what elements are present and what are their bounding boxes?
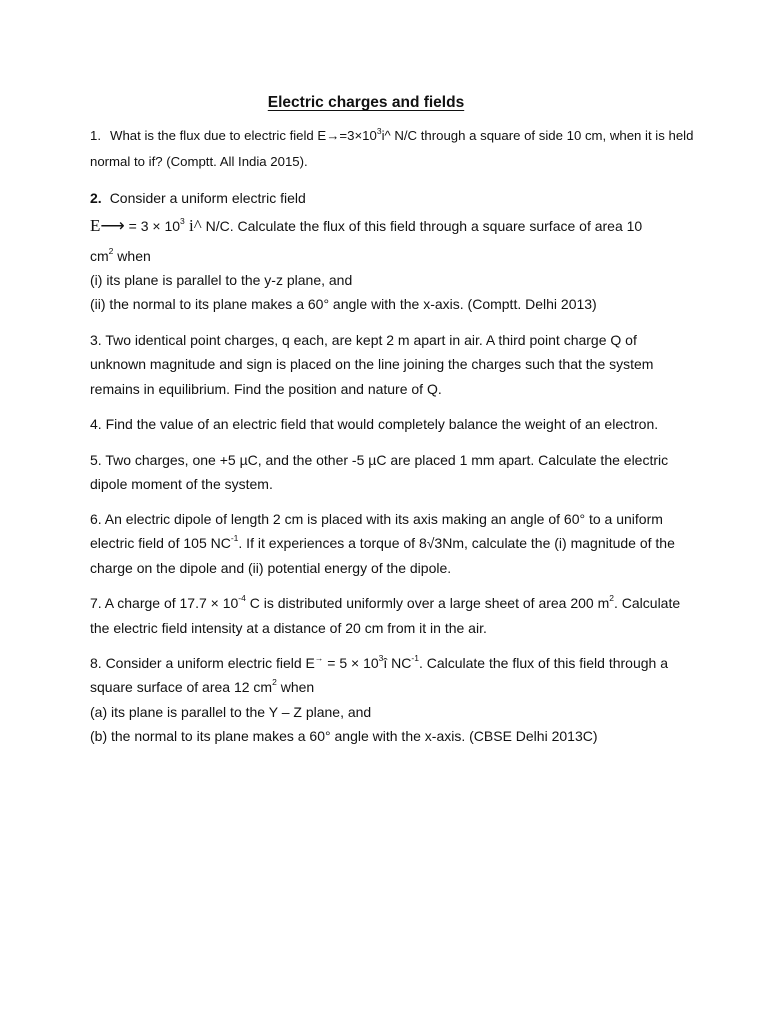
question-6-line-3: charge on the dipole and (ii) potential energy of the dipole. <box>90 560 452 576</box>
question-8-line-4: (b) the normal to its plane makes a 60° angle with the x-axis. (CBSE Delhi 2013C) <box>90 728 598 744</box>
question-7-text-post: . Calculate <box>614 595 681 611</box>
question-2-line-3 <box>90 247 151 265</box>
question-2-value: = 3 × 10 <box>124 218 181 234</box>
question-3-line-2: unknown magnitude and sign is placed on the line joining the charges such that the system <box>90 356 654 372</box>
question-8-text-when: when <box>276 679 315 695</box>
question-7-text: 7. A charge of 17.7 × 10 <box>90 595 239 611</box>
unit-text: cm <box>90 248 109 264</box>
question-3-line-3: remains in equilibrium. Find the position and nature of Q. <box>90 381 442 397</box>
superscript: 2 <box>609 593 614 604</box>
question-8-line-1 <box>90 654 668 672</box>
question-2-line-4: (i) its plane is parallel to the y-z plane, and <box>90 272 353 288</box>
superscript: 3 <box>376 125 382 136</box>
question-6-line-1: 6. An electric dipole of length 2 cm is placed with its axis making an angle of 60° to a uniform <box>90 511 663 527</box>
superscript: 3 <box>378 653 384 664</box>
question-2-line-5: (ii) the normal to its plane makes a 60° angle with the x-axis. (Comptt. Delhi 2013) <box>90 296 597 312</box>
question-2-number: 2. <box>90 190 102 206</box>
superscript: 2 <box>108 246 114 257</box>
superscript: -4 <box>238 593 246 604</box>
question-7-line-1 <box>90 594 680 612</box>
page-title: Electric charges and fields <box>267 94 465 111</box>
question-1-text-mid: =3×10 <box>339 128 377 143</box>
superscript: 3 <box>180 216 185 227</box>
question-8-line-2 <box>90 678 314 696</box>
question-1-text: What is the flux due to electric field E <box>110 128 327 143</box>
question-3-line-1: 3. Two identical point charges, q each, are kept 2 m apart in air. A third point charge Q of <box>90 332 637 348</box>
question-1-text-post: i^ N/C through a square of side 10 cm, when it is held <box>381 128 694 143</box>
question-5-line-2: dipole moment of the system. <box>90 476 273 492</box>
superscript: 2 <box>272 677 277 688</box>
question-6-text-post: . If it experiences a torque of 8√3Nm, calculate the (i) magnitude of the <box>238 535 675 551</box>
question-1-line-2: normal to if? (Comptt. All India 2015). <box>90 154 308 169</box>
question-7-line-2: the electric field intensity at a distance of 20 cm from it in the air. <box>90 620 487 636</box>
question-6-line-2 <box>90 534 675 552</box>
question-8-line-3: (a) its plane is parallel to the Y – Z plane, and <box>90 704 372 720</box>
question-2-text-post: N/C. Calculate the flux of this field through a square surface of area 10 <box>201 218 643 234</box>
question-8-value: = 5 × 10 <box>323 655 379 671</box>
arrow-symbol: → <box>326 128 340 143</box>
unit-vector-symbol: i^ <box>184 216 202 235</box>
question-2-line-2 <box>90 217 642 235</box>
question-8-text-2: square surface of area 12 cm <box>90 679 273 695</box>
question-8-text: 8. Consider a uniform electric field E <box>90 655 315 671</box>
superscript: -1 <box>230 533 239 544</box>
superscript: -1 <box>411 653 419 664</box>
question-2-text-when: when <box>113 248 151 264</box>
question-4-line-1: 4. Find the value of an electric field that would completely balance the weight of an electron. <box>90 416 659 432</box>
question-5-line-1: 5. Two charges, one +5 µC, and the other -5 µC are placed 1 mm apart. Calculate the electric <box>90 452 669 468</box>
question-2-line-1 <box>90 189 306 207</box>
question-6-text: electric field of 105 NC <box>90 535 231 551</box>
question-2-text: Consider a uniform electric field <box>109 190 306 206</box>
vector-e-symbol: E⟶ <box>90 216 125 235</box>
question-7-text-mid: C is distributed uniformly over a large sheet of area 200 m <box>245 595 610 611</box>
arrow-symbol: → <box>314 653 324 664</box>
question-1-line-1 <box>90 127 693 145</box>
question-8-text-post: . Calculate the flux of this field through a <box>418 655 668 671</box>
question-8-unit: î NC <box>383 655 412 671</box>
question-1-number: 1. <box>90 128 101 143</box>
